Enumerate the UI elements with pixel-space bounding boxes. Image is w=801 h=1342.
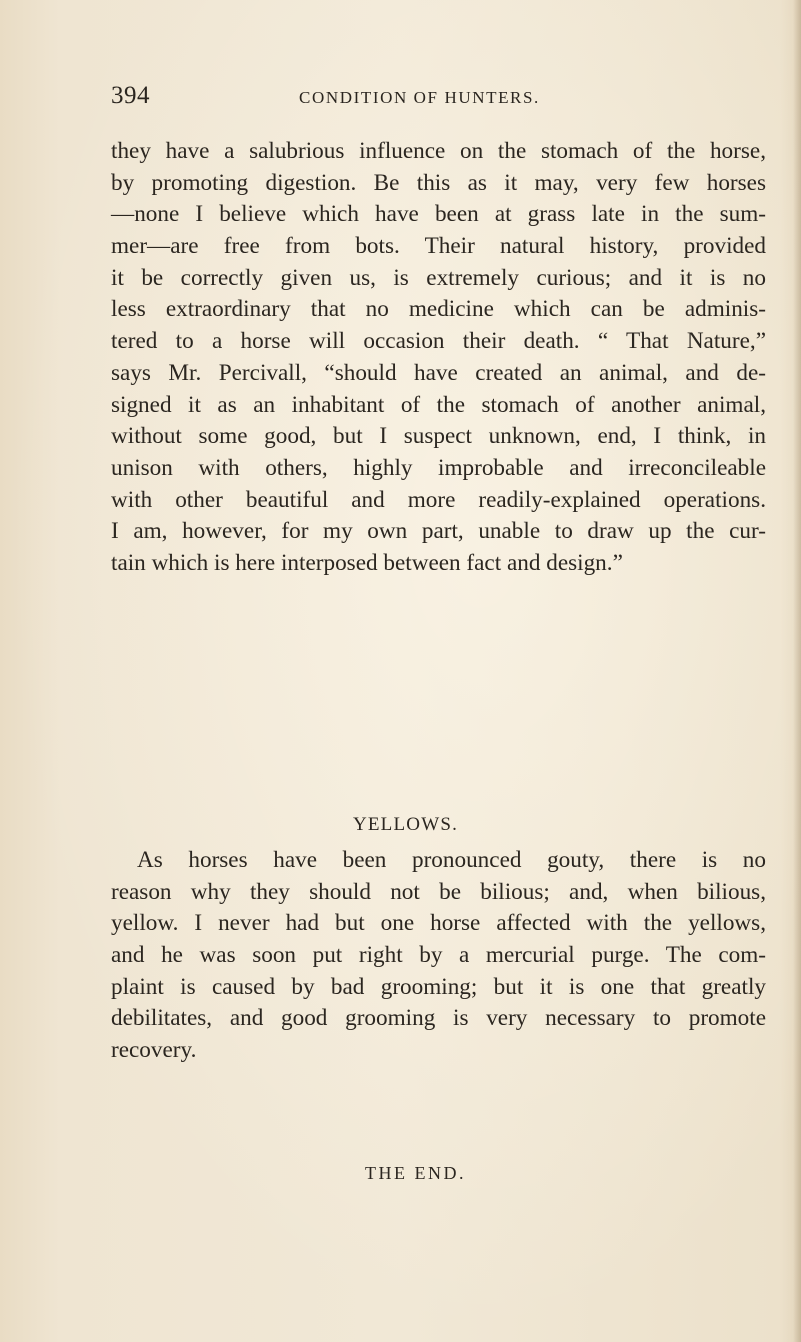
page-header — [111, 82, 711, 112]
text-line: —none I believe which have been at grass late in the sum- — [111, 201, 766, 228]
text-line: debilitates, and good grooming is very necessary to promote — [111, 1005, 766, 1032]
text-line: less extraordinary that no medicine which can be adminis- — [111, 296, 766, 323]
text-line: by promoting digestion. Be this as it may, very few horses — [111, 169, 766, 196]
text-line: unison with others, highly improbable and irreconcileable — [111, 454, 766, 481]
page-edge-shadow — [793, 0, 801, 1342]
the-end-closing: THE END. — [365, 1163, 466, 1183]
text-line: and he was soon put right by a mercurial purge. The com- — [111, 942, 766, 969]
text-line: As horses have been pronounced gouty, there is no — [137, 847, 766, 873]
text-line: says Mr. Percivall, “should have created an animal, and de- — [111, 359, 766, 386]
text-line: it be correctly given us, is extremely curious; and it is no — [111, 264, 766, 291]
paragraph-bots — [111, 136, 766, 580]
text-line: I am, however, for my own part, unable to draw up the cur- — [111, 518, 766, 545]
text-line: reason why they should not be bilious; and, when bilious, — [111, 878, 766, 905]
paragraph-yellows — [111, 845, 766, 1067]
text-line: signed it as an inhabitant of the stomach of another animal, — [111, 391, 766, 418]
text-line: recovery. — [111, 1037, 197, 1064]
text-line: with other beautiful and more readily-explained operations. — [111, 486, 766, 513]
text-line: tain which is here interposed between fact and design.” — [111, 549, 623, 576]
text-line: without some good, but I suspect unknown, end, I think, in — [111, 423, 766, 450]
page-number: 394 — [111, 82, 150, 109]
text-line: yellow. I never had but one horse affected with the yellows, — [111, 910, 766, 937]
text-line: mer—are free from bots. Their natural history, provided — [111, 233, 766, 260]
section-heading: YELLOWS. — [352, 814, 459, 835]
text-line: tered to a horse will occasion their death. “ That Nature,” — [111, 328, 766, 355]
running-head: CONDITION OF HUNTERS. — [299, 88, 540, 107]
text-line: plaint is caused by bad grooming; but it is one that greatly — [111, 973, 766, 1000]
text-line: they have a salubrious influence on the stomach of the horse, — [111, 138, 766, 164]
